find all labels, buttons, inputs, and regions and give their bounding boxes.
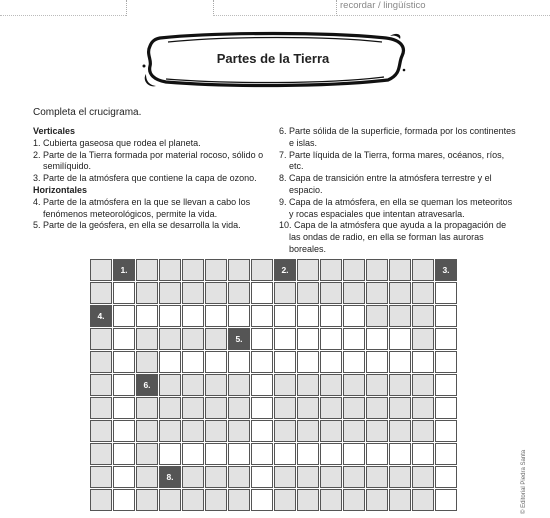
blocked-cell xyxy=(136,420,158,442)
blocked-cell xyxy=(205,466,227,488)
clue-number-cell: 6. xyxy=(136,374,158,396)
blocked-cell xyxy=(182,282,204,304)
blocked-cell xyxy=(136,489,158,511)
blocked-cell xyxy=(182,420,204,442)
blocked-cell xyxy=(389,282,411,304)
blocked-cell xyxy=(159,397,181,419)
clue-vertical-1: 1. Cubierta gaseosa que rodea el planeta. xyxy=(33,137,201,148)
blocked-cell xyxy=(182,466,204,488)
blocked-cell xyxy=(389,489,411,511)
header-subtitle: recordar / lingüístico xyxy=(340,0,426,11)
blocked-cell xyxy=(389,420,411,442)
answer-cell[interactable] xyxy=(113,443,135,465)
answer-cell[interactable] xyxy=(412,351,434,373)
clue-vertical-3: 3. Parte de la atmósfera que contiene la capa de ozono. xyxy=(33,173,257,184)
blocked-cell xyxy=(90,328,112,350)
answer-cell[interactable] xyxy=(159,443,181,465)
clue-number-cell: 4. xyxy=(90,305,112,327)
header-bar xyxy=(0,0,550,16)
answer-cell[interactable] xyxy=(343,351,365,373)
answer-cell[interactable] xyxy=(389,443,411,465)
blocked-cell xyxy=(159,328,181,350)
clue-number-cell: 1. xyxy=(113,259,135,281)
blocked-cell xyxy=(412,282,434,304)
blocked-cell xyxy=(389,397,411,419)
clue-9: 9. Capa de la atmósfera, en ella se queman los meteoritos y rocas espaciales que intentan atravesarla. xyxy=(279,196,513,219)
answer-cell[interactable] xyxy=(251,305,273,327)
blocked-cell xyxy=(320,397,342,419)
answer-cell[interactable] xyxy=(159,305,181,327)
answer-cell[interactable] xyxy=(297,328,319,350)
answer-cell[interactable] xyxy=(297,305,319,327)
blocked-cell xyxy=(412,489,434,511)
blocked-cell xyxy=(205,259,227,281)
blocked-cell xyxy=(297,420,319,442)
blocked-cell xyxy=(274,420,296,442)
blocked-cell xyxy=(412,374,434,396)
clue-10: 10. Capa de la atmósfera que ayuda a la propagación de las ondas de radio, en ella se forman las auroras boreales. xyxy=(279,220,507,254)
blocked-cell xyxy=(274,282,296,304)
blocked-cell xyxy=(274,489,296,511)
clue-6: 6. Parte sólida de la superficie, formada por los continentes e islas. xyxy=(279,126,516,148)
blocked-cell xyxy=(320,259,342,281)
answer-cell[interactable] xyxy=(136,305,158,327)
blocked-cell xyxy=(274,466,296,488)
horizontales-heading: Horizontales xyxy=(33,184,88,195)
blocked-cell xyxy=(90,443,112,465)
blocked-cell xyxy=(136,397,158,419)
blocked-cell xyxy=(297,259,319,281)
answer-cell[interactable] xyxy=(389,328,411,350)
blocked-cell xyxy=(159,420,181,442)
blocked-cell xyxy=(343,489,365,511)
clues-left-column xyxy=(33,126,278,232)
blocked-cell xyxy=(297,466,319,488)
blocked-cell xyxy=(182,397,204,419)
answer-cell[interactable] xyxy=(113,351,135,373)
answer-cell[interactable] xyxy=(228,351,250,373)
blocked-cell xyxy=(228,397,250,419)
answer-cell[interactable] xyxy=(205,305,227,327)
answer-cell[interactable] xyxy=(251,282,273,304)
clue-number-cell: 8. xyxy=(159,466,181,488)
copyright-side-text: © Editorial Piedra Santa xyxy=(521,449,527,514)
blocked-cell xyxy=(159,259,181,281)
blocked-cell xyxy=(205,328,227,350)
page-title: Partes de la Tierra xyxy=(216,51,330,66)
answer-cell[interactable] xyxy=(435,282,457,304)
answer-cell[interactable] xyxy=(274,351,296,373)
answer-cell[interactable] xyxy=(113,282,135,304)
answer-cell[interactable] xyxy=(159,351,181,373)
clues-right-column xyxy=(279,126,519,256)
clue-number-cell: 3. xyxy=(435,259,457,281)
answer-cell[interactable] xyxy=(297,351,319,373)
blocked-cell xyxy=(205,374,227,396)
blocked-cell xyxy=(320,489,342,511)
title-banner xyxy=(138,30,408,92)
blocked-cell xyxy=(90,420,112,442)
blocked-cell xyxy=(136,443,158,465)
answer-cell[interactable] xyxy=(320,443,342,465)
answer-cell[interactable] xyxy=(343,443,365,465)
blocked-cell xyxy=(366,489,388,511)
blocked-cell xyxy=(228,489,250,511)
blocked-cell xyxy=(389,259,411,281)
blocked-cell xyxy=(389,466,411,488)
blocked-cell xyxy=(297,397,319,419)
blocked-cell xyxy=(389,374,411,396)
answer-cell[interactable] xyxy=(182,351,204,373)
blocked-cell xyxy=(274,397,296,419)
blocked-cell xyxy=(320,282,342,304)
answer-cell[interactable] xyxy=(435,443,457,465)
blocked-cell xyxy=(412,328,434,350)
answer-cell[interactable] xyxy=(251,374,273,396)
blocked-cell xyxy=(412,466,434,488)
blocked-cell xyxy=(228,466,250,488)
clue-8: 8. Capa de transición entre la atmósfera terrestre y el espacio. xyxy=(279,173,492,195)
blocked-cell xyxy=(251,259,273,281)
answer-cell[interactable] xyxy=(435,466,457,488)
answer-cell[interactable] xyxy=(274,443,296,465)
answer-cell[interactable] xyxy=(251,489,273,511)
clue-7: 7. Parte líquida de la Tierra, forma mares, océanos, ríos, etc. xyxy=(279,149,505,172)
answer-cell[interactable] xyxy=(251,328,273,350)
answer-cell[interactable] xyxy=(435,489,457,511)
answer-cell[interactable] xyxy=(412,443,434,465)
answer-cell[interactable] xyxy=(435,328,457,350)
header-underline xyxy=(336,15,550,16)
blocked-cell xyxy=(182,374,204,396)
answer-cell[interactable] xyxy=(251,466,273,488)
blocked-cell xyxy=(159,489,181,511)
blocked-cell xyxy=(412,305,434,327)
blocked-cell xyxy=(205,282,227,304)
answer-cell[interactable] xyxy=(389,351,411,373)
answer-cell[interactable] xyxy=(182,443,204,465)
answer-cell[interactable] xyxy=(205,351,227,373)
header-divider xyxy=(126,0,127,16)
answer-cell[interactable] xyxy=(113,328,135,350)
blocked-cell xyxy=(297,374,319,396)
answer-cell[interactable] xyxy=(320,305,342,327)
answer-cell[interactable] xyxy=(343,328,365,350)
blocked-cell xyxy=(366,305,388,327)
blocked-cell xyxy=(159,374,181,396)
answer-cell[interactable] xyxy=(113,397,135,419)
answer-cell[interactable] xyxy=(366,443,388,465)
blocked-cell xyxy=(412,420,434,442)
blocked-cell xyxy=(366,259,388,281)
answer-cell[interactable] xyxy=(228,305,250,327)
clue-vertical-2: 2. Parte de la Tierra formada por material rocoso, sólido o semilíquido. xyxy=(33,149,264,172)
blocked-cell xyxy=(228,259,250,281)
header-underline xyxy=(213,15,335,16)
instruction-text: Completa el crucigrama. xyxy=(33,107,142,118)
blocked-cell xyxy=(320,466,342,488)
blocked-cell xyxy=(343,282,365,304)
clue-number-cell: 5. xyxy=(228,328,250,350)
answer-cell[interactable] xyxy=(274,328,296,350)
answer-cell[interactable] xyxy=(228,443,250,465)
blocked-cell xyxy=(90,397,112,419)
blocked-cell xyxy=(136,466,158,488)
answer-cell[interactable] xyxy=(435,305,457,327)
blocked-cell xyxy=(366,397,388,419)
answer-cell[interactable] xyxy=(366,351,388,373)
blocked-cell xyxy=(228,420,250,442)
answer-cell[interactable] xyxy=(251,420,273,442)
copyright-side-text-wrap xyxy=(521,450,531,518)
blocked-cell xyxy=(182,328,204,350)
blocked-cell xyxy=(228,282,250,304)
blocked-cell xyxy=(343,374,365,396)
blocked-cell xyxy=(205,420,227,442)
answer-cell[interactable] xyxy=(297,443,319,465)
answer-cell[interactable] xyxy=(113,466,135,488)
blocked-cell xyxy=(90,282,112,304)
header-divider xyxy=(213,0,214,16)
blocked-cell xyxy=(205,397,227,419)
blocked-cell xyxy=(136,282,158,304)
blocked-cell xyxy=(205,489,227,511)
answer-cell[interactable] xyxy=(251,351,273,373)
blocked-cell xyxy=(297,282,319,304)
answer-cell[interactable] xyxy=(274,305,296,327)
clue-number-cell: 2. xyxy=(274,259,296,281)
clue-horizontal-4: 4. Parte de la atmósfera en la que se llevan a cabo los fenómenos meteorológicos, permite la vida. xyxy=(33,196,251,219)
blocked-cell xyxy=(136,351,158,373)
blocked-cell xyxy=(366,420,388,442)
blocked-cell xyxy=(182,489,204,511)
answer-cell[interactable] xyxy=(251,443,273,465)
blocked-cell xyxy=(274,374,296,396)
answer-cell[interactable] xyxy=(182,305,204,327)
blocked-cell xyxy=(90,489,112,511)
answer-cell[interactable] xyxy=(435,374,457,396)
answer-cell[interactable] xyxy=(320,351,342,373)
blocked-cell xyxy=(320,374,342,396)
answer-cell[interactable] xyxy=(435,397,457,419)
blocked-cell xyxy=(228,374,250,396)
blocked-cell xyxy=(136,328,158,350)
blocked-cell xyxy=(343,397,365,419)
blocked-cell xyxy=(159,282,181,304)
answer-cell[interactable] xyxy=(343,305,365,327)
blocked-cell xyxy=(366,282,388,304)
clue-horizontal-5: 5. Parte de la geósfera, en ella se desarrolla la vida. xyxy=(33,220,241,231)
blocked-cell xyxy=(320,420,342,442)
blocked-cell xyxy=(90,259,112,281)
answer-cell[interactable] xyxy=(113,374,135,396)
blocked-cell xyxy=(343,259,365,281)
verticales-heading: Verticales xyxy=(33,126,76,136)
blocked-cell xyxy=(90,374,112,396)
answer-cell[interactable] xyxy=(366,328,388,350)
blocked-cell xyxy=(136,259,158,281)
answer-cell[interactable] xyxy=(320,328,342,350)
answer-cell[interactable] xyxy=(113,489,135,511)
blocked-cell xyxy=(412,397,434,419)
blocked-cell xyxy=(389,305,411,327)
answer-cell[interactable] xyxy=(251,397,273,419)
blocked-cell xyxy=(343,466,365,488)
answer-cell[interactable] xyxy=(205,443,227,465)
header-divider xyxy=(336,0,337,16)
blocked-cell xyxy=(182,259,204,281)
header-underline xyxy=(0,15,126,16)
blocked-cell xyxy=(412,259,434,281)
blocked-cell xyxy=(90,466,112,488)
blocked-cell xyxy=(343,420,365,442)
answer-cell[interactable] xyxy=(435,420,457,442)
answer-cell[interactable] xyxy=(435,351,457,373)
answer-cell[interactable] xyxy=(113,420,135,442)
blocked-cell xyxy=(297,489,319,511)
blocked-cell xyxy=(366,374,388,396)
blocked-cell xyxy=(366,466,388,488)
answer-cell[interactable] xyxy=(113,305,135,327)
blocked-cell xyxy=(90,351,112,373)
